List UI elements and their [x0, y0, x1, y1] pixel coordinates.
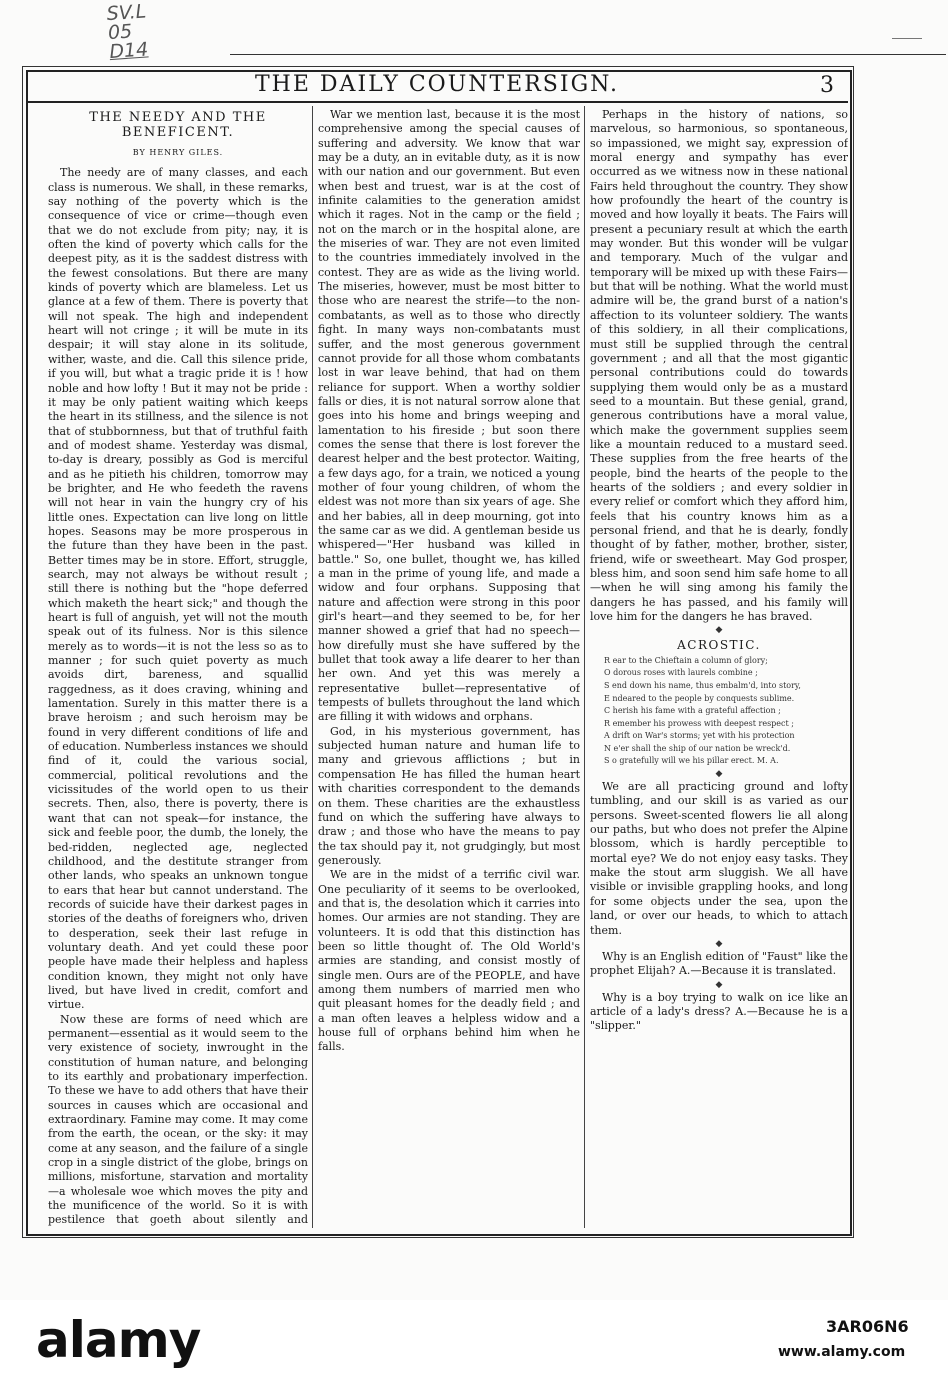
acrostic-line: S o gratefully will we his pillar erect. M. A. [604, 756, 779, 766]
stock-url: www.alamy.com [778, 1344, 906, 1360]
column-1 [48, 108, 308, 1228]
article-paragraph: We are in the midst of a terrific civil war. One peculiarity of it seems to be overlooked, and that is, the desolation which it carries into homes. Our armies are not standing. They are volunteers. It is odd that this distinction has been so little thought of. The Old World's armies are standing, and consist mostly of single men. Ours are of the PEOPLE, and have among them numbers of married men who quit pleasant homes for the deadly field ; and a man often leaves a helpless widow and a house full of orphans behind him when he falls. [318, 868, 580, 1054]
acrostic-line: R emember his prowess with deepest respect ; [604, 718, 794, 728]
article-paragraph: Perhaps in the history of nations, so marvelous, so harmonious, so spontaneous, so impassioned, we might say, expression of moral energy and sympathy has ever occurred as we witness now in these national Fairs held throughout the country. They show how profoundly the heart of the country is moved and how loyally it beats. The Fairs will present a pecuniary result at which the earth may wonder. But this wonder will be vulgar and temporary. Much of the vulgar and temporary will be mixed up with these Fairs—but that will be nothing. What the world must admire will be, the grand burst of a nation's affection to its volunteer soldiery. The wants of this soldiery, in all their complications, must still be supplied through the central government ; and all that the most gigantic personal contributions could do towards supplying them would only be as a mustard seed to a mountain. But these genial, grand, generous contributions have a moral value, which make the government supplies seem like a mountain reduced to a mustard seed. These supplies from the free hearts of the people, bind the hearts of the people to the hearts of the soldiers ; and every soldier in every relief or comfort which they afford him, feels that his country knows him as a personal friend, and that he is dearly, fondly thought of by father, mother, brother, sister, friend, wife or sweetheart. May God prosper, bless him, and soon send him safe home to all—when he will sing among his family the dangers he has passed, and his family will love him for the dangers he has braved. [590, 108, 848, 624]
acrostic-title: ACROSTIC. [677, 638, 761, 653]
column-rule [312, 106, 313, 1228]
acrostic-line: C herish his fame with a grateful affection ; [604, 706, 781, 716]
article-paragraph: God, in his mysterious government, has subjected human nature and human life to many and grievous afflictions ; but in compensation He has filled the human heart with charities correspondent to the demands on them. These charities are the exhaustless fund on which the suffering have always to draw ; and those who have the means to pay the tax should pay it, not grudgingly, but most generously. [318, 724, 580, 867]
masthead-title: THE DAILY COUNTERSIGN. [255, 72, 619, 97]
filler-riddle: Why is a boy trying to walk on ice like an article of a lady's dress? A.—Because he is a "slipper." [590, 990, 848, 1033]
acrostic-line: O dorous roses with laurels combine ; [604, 668, 758, 678]
column-rule [584, 106, 585, 1228]
ornament-divider: ◆ [715, 625, 723, 636]
handwritten-line: SV.L [105, 0, 147, 26]
handwritten-line: D14 [108, 38, 149, 64]
handwritten-catalog-note [106, 0, 200, 62]
acrostic-line: N e'er shall the ship of our nation be wreck'd. [604, 743, 791, 753]
column-2 [318, 108, 580, 1228]
article-byline: BY HENRY GILES. [132, 148, 224, 157]
filler-riddle: Why is an English edition of "Faust" like the prophet Elijah? A.—Because it is translated. [590, 949, 848, 978]
article-paragraph: The needy are of many classes, and each class is numerous. We shall, in these remarks, say nothing of the poverty which is the consequence of vice or crime—though even that we do not exclude from pity; nay, it is often the kind of poverty which calls for the deepest pity, as it is the saddest distress with the fewest consolations. But there are many kinds of poverty which are blameless. Let us glance at a few of them. There is poverty that will not speak. The high and independent heart will not cringe ; it will be mute in its despair; it will stay alone in its solitude, wither, waste, and die. Call this silence pride, if you will, but what a tragic pride it is ! how noble and how lofty ! But it may not be pride : it may be only patient waiting which keeps the heart in its stillness, and the silence is not that of stubbornness, but that of truthful faith and of modest shame. Yesterday was dismal, to-day is dreary, possibly as God is merciful and as he pitieth his children, tomorrow may be brighter, and He who feedeth the ravens will not hear in vain the hungry cry of his little ones. Expectation can live long on little hopes. Seasons may be more prosperous in the future than they have been in the past. Better times may be in store. Effort, struggle, search, may not always be without result ; still there is nothing but the "hope deferred which maketh the heart sick;" and though the heart is full of anguish, yet will not the mouth speak out of its fulness. Nor is this silence merely as to words—it is not the less so as to manner ; for such quiet poverty as much avoids dirt, bareness, and squallid raggedness, as it does craving, whining and lamentation. Surely in this matter there is a brave heroism ; and such heroism may be found in very different conditions of life and of education. Numberless instances we should find of it, could the various social, commercial, political revolutions and the vicissitudes of the world open to us their secrets. Then, also, there is poverty, there is want that can not speak—for instance, the sick and feeble poor, the dumb, the lonely, the bed-ridden, neglected age, neglected childhood, and the destitute stranger from other lands, who speaks an unknown tongue to ears that hear but cannot understand. The records of suicide have their darkest pages in stories of the deaths of foreigners who, driven to desperation, seek their last refuge in voluntary death. And yet could these poor people have made their helpless and hapless condition known, they might not only have lived, but have lived in credit, comfort and virtue. [48, 166, 308, 1012]
acrostic-line: S end down his name, thus embalm'd, into story, [604, 680, 801, 690]
stock-image-id: 3AR06N6 [826, 1317, 909, 1336]
article-title: THE NEEDY AND THE BENEFICENT. [89, 110, 267, 140]
masthead-rule [28, 101, 848, 103]
column-3 [590, 108, 848, 1228]
acrostic-line: R ear to the Chieftain a column of glory; [604, 655, 768, 665]
filler-paragraph: We are all practicing ground and lofty tumbling, and our skill is as varied as our persons. Sweet-scented flowers lie all along our paths, but who does not prefer the Alpine blossom, which is hardly perceptible to mortal eye? We do not enjoy easy tasks. They make the stout arm sluggish. We all have visible or invisible grappling hooks, and long for some objects under the sea, upon the land, or over our heads, to which to attach them. [590, 780, 848, 937]
page-number: 3 [820, 73, 834, 98]
margin-mark [892, 38, 922, 39]
stock-logo: alamy [36, 1311, 201, 1369]
ornament-divider: ◆ [715, 769, 723, 780]
handwritten-line: 05 [107, 20, 133, 45]
top-rule [230, 54, 946, 55]
ornament-divider: ◆ [715, 938, 723, 949]
article-paragraph: Now these are forms of need which are permanent—essential as it would seem to the very existence of society, inwrought in the constitution of human nature, and belonging to its earthly and probationary imperfection. To these we have to add others that have their sources in causes which are occasional and extraordinary. Famine may come. It may come from the earth, the ocean, or the sky: it may come at any season, and the failure of a single crop in a single district of the globe, brings on millions, misfortune, starvation and mortality—a wholesale woe which moves the pity and the munificence of the world. So it is with pestilence that goeth about silently and [48, 1012, 308, 1227]
acrostic-line: E ndeared to the people by conquests sublime. [604, 693, 795, 703]
acrostic-line: A drift on War's storms; yet with his protection [604, 731, 795, 741]
ornament-divider: ◆ [715, 979, 723, 990]
article-paragraph: War we mention last, because it is the most comprehensive among the special causes of suffering and adversity. We know that war may be a duty, an in evitable duty, as it is now with our nation and our government. But even when best and truest, war is at the cost of infinite calamities to the generation amidst which it rages. Not in the camp or the field ; not on the march or in the hospital alone, are the miseries of war. They are not even limited to the countries immediately involved in the contest. They are as wide as the living world. The miseries, however, must be most bitter to those who are nearest the strife—to the non-combatants, as well as to those who directly fight. In many ways non-combatants must suffer, and the most generous government cannot provide for all those whom combatants lost in war leave behind, that had on them reliance for support. When a worthy soldier falls or dies, it is not natural sorrow alone that goes into his home and brings weeping and lamentation to his fireside ; but soon there comes the sense that there is lost forever the dearest helper and the best protector. Waiting, a few days ago, for a train, we noticed a young mother of four young children, of whom the eldest was not more than six years of age. She and her babies, all in deep mourning, got into the same car as we did. A gentleman beside us whispered—"Her husband was killed in battle." So, one bullet, thought we, has killed a man in the prime of young life, and made a widow and four orphans. Supposing that nature and affection were strong in this poor girl's heart—and they seemed to be, for her manner showed a grief that had no speech—how direfully must she have suffered by the bullet that took away a life dearer to her than her own. And yet this was merely a representative bullet—representative of tempests of bullets throughout the land which are filling it with widows and orphans. [318, 108, 580, 724]
